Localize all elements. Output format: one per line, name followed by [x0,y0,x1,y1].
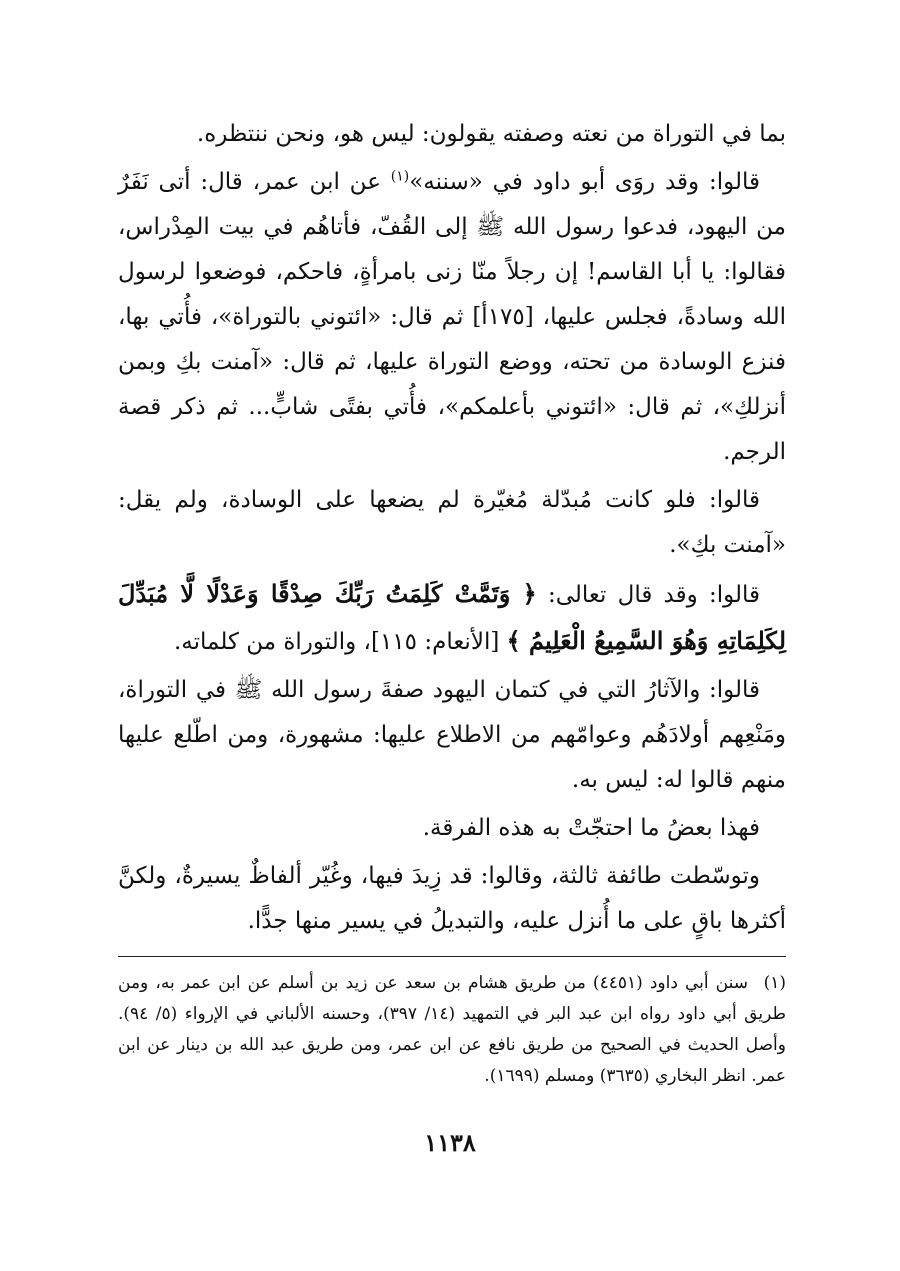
footnote [118,968,786,1092]
paragraph-7: وتوسّطت طائفة ثالثة، وقالوا: قد زِيدَ فيها، وغُيّر ألفاظٌ يسيرةٌ، ولكنَّ أكثرها باقٍ على ما أُنزل عليه، والتبديلُ في يسير منها جدًّا. [118,863,786,934]
paragraph-2-start: قالوا: وقد روَى أبو داود في «سننه» [409,169,760,195]
paragraph-1: بما في التوراة من نعته وصفته يقولون: ليس هو، ونحن ننتظره. [196,121,786,147]
quran-verse: ﴿ وَتَمَّتْ كَلِمَتُ رَبِّكَ صِدْقًا وَعَدْلًا لَّا مُبَدِّلَ لِكَلِمَاتِهِ وَهُوَ السَّمِيعُ الْعَلِيمُ ﴾ [118,579,786,655]
paragraph-2 [118,160,786,475]
paragraph-4-rest: [الأنعام: ١١٥]، والتوراة من كلماته. [174,629,507,655]
paragraph-2-rest: عن ابن عمر، قال: أتى نَفَرٌ من اليهود، فدعوا رسول الله ﷺ إلى القُفّ، فأتاهُم في بيت المِدْراس، فقالوا: يا أبا القاسم! إن رجلاً منّا زنى بامرأةٍ، فاحكم، فوضعوا لرسول الله وسادةً، فجلس عليها، [١٧٥أ] ثم قال: «ائتوني بالتوراة»، فأُتي بها، فنزع الوسادة من تحته، ووضع التوراة عليها، ثم قال: «آمنت بكِ وبمن أنزلكِ»، ثم قال: «ائتوني بأعلمكم»، فأُتي بفتًى شابٍّ... ثم ذكر قصة الرجم. [118,169,786,465]
footnote-separator [118,956,786,957]
paragraph-4-start: قالوا: وقد قال تعالى: [536,582,760,608]
paragraph-5: قالوا: والآثارُ التي في كتمان اليهود صفةَ رسول الله ﷺ في التوراة، ومَنْعِهم أولادَهُم وعوامّهم من الاطلاع عليها: مشهورة، ومن اطّلع عليها منهم قالوا له: ليس به. [118,677,786,793]
page-number: ١١٣٨ [424,1128,476,1157]
paragraph-6: فهذا بعضُ ما احتجّتْ به هذه الفرقة. [422,815,760,841]
footnote-reference: (١) [390,168,410,185]
main-text [118,112,786,947]
paragraph-3: قالوا: فلو كانت مُبدّلة مُغيّرة لم يضعها على الوسادة، ولم يقل: «آمنت بكِ». [118,487,786,558]
paragraph-4 [118,571,786,665]
footnote-number: (١) [763,973,787,993]
footnote-text: سنن أبي داود (٤٤٥١) من طريق هشام بن سعد عن زيد بن أسلم عن ابن عمر به، ومن طريق أبي داود رواه ابن عبد البر في التمهيد (١٤/ ٣٩٧)، وحسنه الألباني في الإرواء (٥/ ٩٤). وأصل الحديث في الصحيح من طريق نافع عن ابن عمر، ومن طريق عبد الله بن دينار عن ابن عمر. انظر البخاري (٣٦٣٥) ومسلم (١٦٩٩). [118,973,786,1086]
